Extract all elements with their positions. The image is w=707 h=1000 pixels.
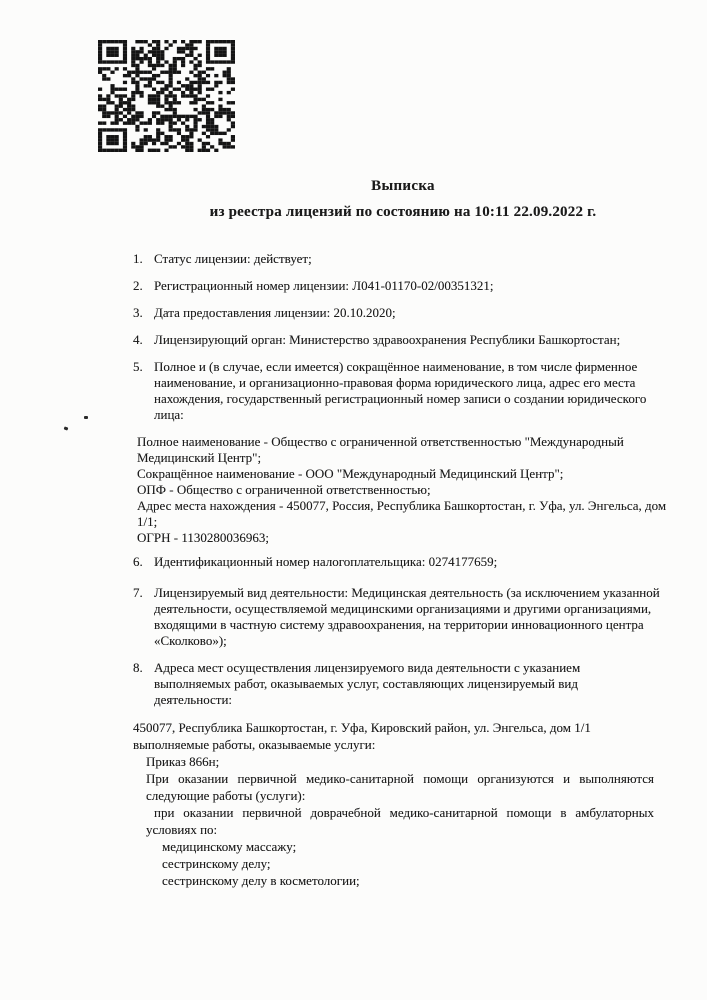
list-item-names-heading — [133, 359, 673, 423]
item-text: Регистрационный номер лицензии: Л041-01170-02/00351321; — [154, 278, 494, 293]
org-full-name: Полное наименование - Общество с ограниченной ответственностью "Международный Медицинский Центр"; — [137, 434, 624, 465]
item-number: 6. — [133, 554, 143, 569]
list-item-authority — [133, 332, 673, 348]
numbered-list — [133, 251, 673, 708]
list-item-inn — [133, 554, 673, 570]
item-text: Идентификационный номер налогоплательщика: 0274177659; — [154, 554, 498, 569]
item-text: Полное и (в случае, если имеется) сокращённое наименование, в том числе фирменное наименование, и организационно-правовая форма юридического лица, адрес его места нахождения, государственный регистрационный номер записи о создании юридического лица: — [154, 359, 647, 422]
item-text: Статус лицензии: действует; — [154, 251, 312, 266]
org-short-name: Сокращённое наименование - ООО "Международный Медицинский Центр"; — [137, 466, 564, 481]
activity-address: 450077, Республика Башкортостан, г. Уфа, Кировский район, ул. Энгельса, дом 1/1 — [133, 720, 591, 735]
item-number: 8. — [133, 660, 143, 675]
item-number: 3. — [133, 305, 143, 320]
item-text: Лицензирующий орган: Министерство здравоохранения Республики Башкортостан; — [154, 332, 621, 347]
org-ogrn: ОГРН - 1130280036963; — [137, 530, 269, 545]
org-address: Адрес места нахождения - 450077, Россия, Республика Башкортостан, г. Уфа, ул. Энгельса, дом 1/1; — [137, 498, 667, 529]
item-text: Дата предоставления лицензии: 20.10.2020; — [154, 305, 396, 320]
item-text: Адреса мест осуществления лицензируемого вида деятельности с указанием выполняемых работ, оказываемых услуг, составляющих лицензируемый вид деятельности: — [154, 660, 581, 707]
item-number: 4. — [133, 332, 143, 347]
pre-medical-paragraph: при оказании первичной доврачебной медико-санитарной помощи в амбулаторных условиях по: — [146, 805, 654, 837]
list-item-activity-addresses — [133, 660, 673, 708]
list-item-reg-number — [133, 278, 673, 294]
list-item-grant-date — [133, 305, 673, 321]
item-number: 5. — [133, 359, 143, 374]
scan-artifact-dot — [84, 416, 88, 419]
document-content — [133, 0, 673, 889]
page-title: Выписка — [371, 178, 435, 194]
organization-block — [137, 434, 673, 546]
item-number: 7. — [133, 585, 143, 600]
service-item: сестринскому делу в косметологии; — [162, 873, 360, 888]
org-opf: ОПФ - Общество с ограниченной ответственностью; — [137, 482, 431, 497]
item-number: 1. — [133, 251, 143, 266]
works-label: выполняемые работы, оказываемые услуги: — [133, 737, 376, 752]
scan-artifact-dot — [64, 426, 69, 430]
order-reference: Приказ 866н; — [146, 754, 220, 769]
activity-address-block — [133, 719, 673, 889]
page-subtitle: из реестра лицензий по состоянию на 10:11 22.09.2022 г. — [209, 204, 597, 220]
service-item: медицинскому массажу; — [162, 839, 297, 854]
item-number: 2. — [133, 278, 143, 293]
service-item: сестринскому делу; — [162, 856, 271, 871]
primary-care-paragraph: При оказании первичной медико-санитарной помощи организуются и выполняются следующие работы (услуги): — [146, 771, 654, 803]
list-item-activity-type — [133, 585, 673, 649]
item-text: Лицензируемый вид деятельности: Медицинская деятельность (за исключением указанной деятельности, осуществляемой медицинскими организациями и другими организациями, входящими в частную систему здравоохранения, на территории инновационного центра «Сколково»); — [154, 585, 660, 648]
list-item-status — [133, 251, 673, 267]
